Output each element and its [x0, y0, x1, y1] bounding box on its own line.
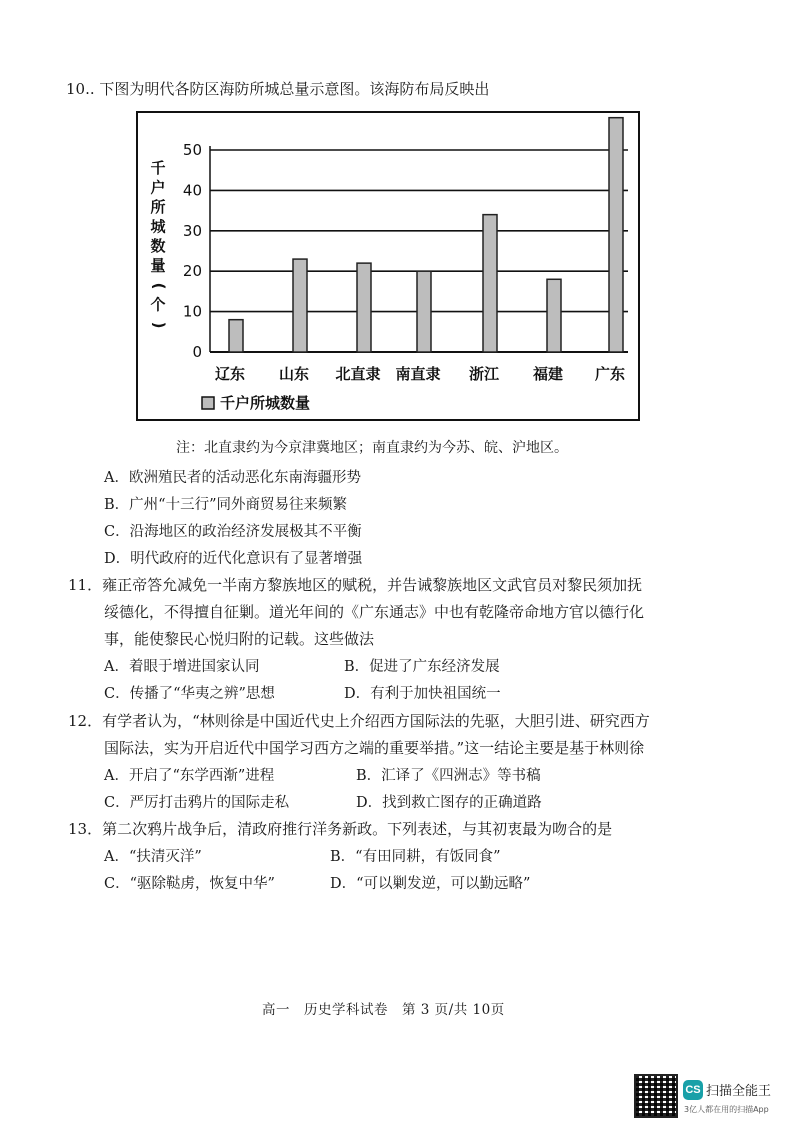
question-10-stem: 10.. 下图为明代各防区海防所城总量示意图。该海防布局反映出 — [66, 80, 490, 98]
y-tick-label: 0 — [192, 343, 202, 361]
y-axis-label-char: 城 — [150, 217, 166, 236]
page-footer: 高一 历史学科试卷 第 3 页/共 10页 — [262, 1002, 505, 1018]
q11-option-a[interactable]: A．着眼于增进国家认同 — [104, 659, 260, 675]
question-12-line-1: 12．有学者认为，“林则徐是中国近代史上介绍西方国际法的先驱，大胆引进、研究西方 — [68, 712, 650, 730]
question-11-line-3: 事，能使黎民心悦归附的记载。这些做法 — [104, 630, 375, 648]
q12-option-a[interactable]: A．开启了“东学西渐”进程 — [104, 768, 275, 784]
qr-code-icon — [634, 1074, 678, 1118]
x-tick-label: 福建 — [532, 365, 564, 383]
q13-option-c[interactable]: C．“驱除鞑虏，恢复中华” — [104, 876, 275, 892]
y-axis-label-char: 量 — [150, 256, 166, 275]
question-12-line-2: 国际法，实为开启近代中国学习西方之端的重要举措。”这一结论主要是基于林则徐 — [104, 739, 645, 757]
y-axis-label-char: 所 — [150, 198, 166, 216]
x-tick-label: 山东 — [278, 365, 310, 383]
y-tick-label: 50 — [182, 141, 202, 159]
y-axis-label-char: ) — [150, 321, 168, 329]
q10-option-c[interactable]: C．沿海地区的政治经济发展极其不平衡 — [104, 524, 362, 540]
x-tick-label: 辽东 — [214, 365, 246, 383]
bar-chart — [138, 113, 638, 419]
q13-option-b[interactable]: B．“有田同耕，有饭同食” — [330, 849, 501, 865]
x-tick-label: 广东 — [594, 365, 626, 383]
bar-辽东 — [229, 320, 243, 352]
q10-option-a[interactable]: A．欧洲殖民者的活动恶化东南海疆形势 — [104, 470, 361, 486]
y-tick-label: 20 — [182, 262, 202, 281]
chart-frame — [136, 111, 640, 421]
q12-option-c[interactable]: C．严厉打击鸦片的国际走私 — [104, 795, 290, 811]
bar-广东 — [609, 118, 623, 352]
y-axis-label-char: 个 — [150, 295, 166, 314]
q11-option-b[interactable]: B．促进了广东经济发展 — [344, 659, 500, 675]
question-11-line-2: 绥德化，不得擅自征剿。道光年间的《广东通志》中也有乾隆帝命地方官以德行化 — [104, 603, 645, 621]
q12-option-b[interactable]: B．汇译了《四洲志》等书稿 — [356, 768, 541, 784]
camscanner-logo-icon: CS — [683, 1080, 703, 1100]
q11-option-c[interactable]: C．传播了“华夷之辨”思想 — [104, 686, 275, 702]
q10-option-d[interactable]: D．明代政府的近代化意识有了显著增强 — [104, 551, 363, 567]
x-tick-label: 浙江 — [468, 365, 500, 383]
y-axis-label-char: 户 — [150, 178, 166, 197]
question-13-stem: 13．第二次鸦片战争后，清政府推行洋务新政。下列表述，与其初衷最为吻合的是 — [68, 820, 613, 838]
x-tick-label: 南直隶 — [395, 365, 441, 383]
q10-option-b[interactable]: B．广州“十三行”同外商贸易往来频繁 — [104, 497, 347, 513]
question-11-line-1: 11．雍正帝答允减免一半南方黎族地区的赋税，并告诫黎族地区文武官员对黎民须加抚 — [68, 576, 643, 594]
legend-swatch — [202, 397, 214, 409]
q13-option-d[interactable]: D．“可以剿发逆，可以勤远略” — [330, 876, 531, 892]
q13-option-a[interactable]: A．“扶清灭洋” — [104, 849, 202, 865]
scanner-tagline: 3亿人都在用的扫描App — [684, 1105, 769, 1114]
chart-note: 注：北直隶约为今京津冀地区；南直隶约为今苏、皖、沪地区。 — [176, 440, 568, 456]
y-axis-label-char: 数 — [150, 237, 166, 255]
y-tick-label: 10 — [182, 302, 202, 321]
bar-山东 — [293, 259, 307, 352]
x-tick-label: 北直隶 — [335, 365, 381, 383]
y-axis-label-char: 千 — [150, 159, 166, 177]
scanner-app-name: 扫描全能王 — [706, 1084, 772, 1099]
bar-浙江 — [483, 215, 497, 352]
y-tick-label: 40 — [182, 181, 202, 200]
bar-南直隶 — [417, 271, 431, 352]
bar-北直隶 — [357, 263, 371, 352]
q11-option-d[interactable]: D．有利于加快祖国统一 — [344, 686, 501, 702]
y-axis-label-char: ( — [150, 282, 168, 290]
bar-福建 — [547, 279, 561, 352]
legend-label: 千户所城数量 — [220, 394, 311, 412]
y-tick-label: 30 — [182, 221, 202, 240]
q12-option-d[interactable]: D．找到救亡图存的正确道路 — [356, 795, 542, 811]
